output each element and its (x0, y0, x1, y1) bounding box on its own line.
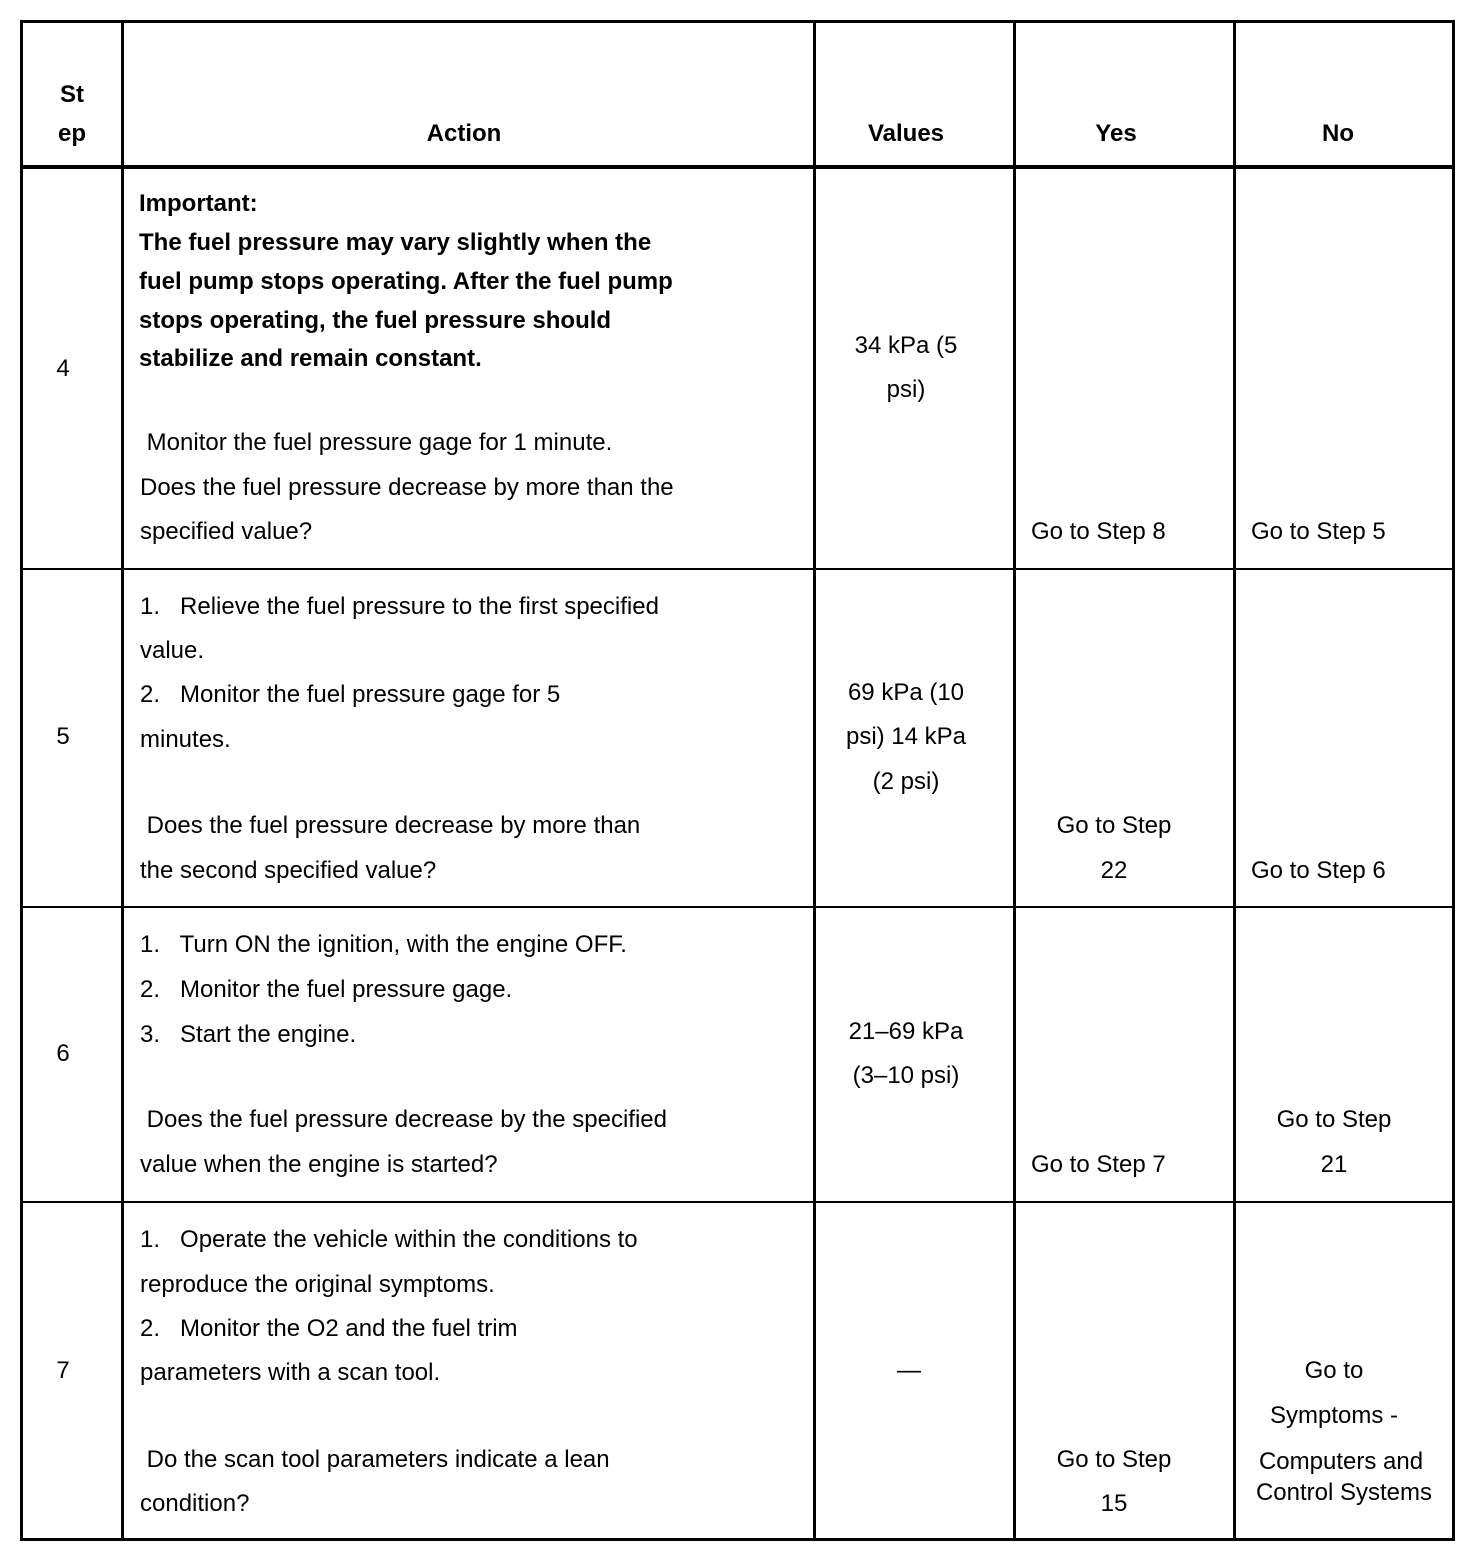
action-line: 2. Monitor the fuel pressure gage. (140, 976, 513, 1003)
action-line: 1. Turn ON the ignition, with the engine OFF. (140, 931, 627, 958)
action-line: minutes. (140, 726, 231, 753)
action-line: Does the fuel pressure decrease by more than (140, 812, 641, 839)
yes-outcome: Go to Step (1056, 812, 1172, 839)
important-note-line: The fuel pressure may vary slightly when the (139, 229, 652, 256)
header-step-line1: St (60, 81, 84, 108)
important-note-line: stops operating, the fuel pressure should (139, 307, 612, 334)
table-border-bottom (20, 1538, 1455, 1541)
action-line: value when the engine is started? (140, 1151, 498, 1178)
value-line: — (897, 1357, 921, 1384)
action-line: 2. Monitor the fuel pressure gage for 5 (140, 681, 561, 708)
step-number: 7 (56, 1357, 70, 1384)
step-number: 6 (56, 1040, 70, 1067)
value-line: (3–10 psi) (852, 1062, 960, 1089)
action-line: Does the fuel pressure decrease by more than the (140, 474, 674, 501)
action-line: value. (140, 637, 205, 664)
no-outcome: Go to Step 6 (1251, 857, 1386, 884)
value-line: 21–69 kPa (848, 1018, 964, 1045)
yes-outcome: 22 (1100, 857, 1128, 884)
header-yes: Yes (1095, 120, 1137, 147)
header-bottom-rule (20, 165, 1455, 169)
important-note-line: stabilize and remain constant. (139, 345, 482, 372)
yes-outcome: Go to Step 8 (1031, 518, 1166, 545)
no-outcome: Computers and (1258, 1448, 1424, 1475)
header-no: No (1322, 120, 1354, 147)
column-divider (1233, 20, 1236, 1541)
column-divider (121, 20, 124, 1541)
row-divider (20, 568, 1455, 570)
table-border-right (1452, 20, 1455, 1541)
action-line: Does the fuel pressure decrease by the specified (140, 1106, 667, 1133)
table-border-top (20, 20, 1455, 23)
yes-outcome: Go to Step 7 (1031, 1151, 1166, 1178)
yes-outcome: Go to Step (1056, 1446, 1172, 1473)
row-divider (20, 906, 1455, 908)
action-line: specified value? (140, 518, 313, 545)
action-line: reproduce the original symptoms. (140, 1271, 495, 1298)
important-label: Important: (139, 190, 258, 217)
no-outcome: Go to Step 5 (1251, 518, 1386, 545)
no-outcome: Control Systems (1255, 1479, 1433, 1506)
no-outcome: Go to (1304, 1357, 1364, 1384)
step-number: 5 (56, 723, 70, 750)
table-border-left (20, 20, 23, 1541)
action-line: condition? (140, 1490, 250, 1517)
action-line: 1. Operate the vehicle within the conditions to (140, 1226, 638, 1253)
action-line: 2. Monitor the O2 and the fuel trim (140, 1315, 518, 1342)
header-step-line2: ep (57, 120, 86, 147)
action-line: Monitor the fuel pressure gage for 1 minute. (140, 429, 613, 456)
action-line: parameters with a scan tool. (140, 1359, 441, 1386)
action-line: Do the scan tool parameters indicate a lean (140, 1446, 610, 1473)
header-values: Values (867, 120, 945, 147)
action-line: the second specified value? (140, 857, 437, 884)
action-line: 1. Relieve the fuel pressure to the first specified (140, 593, 659, 620)
column-divider (1013, 20, 1016, 1541)
header-action: Action (426, 120, 502, 147)
no-outcome: Symptoms - (1269, 1402, 1398, 1429)
yes-outcome: 15 (1100, 1490, 1128, 1517)
important-note-line: fuel pump stops operating. After the fuel pump (139, 268, 673, 295)
value-line: 34 kPa (5 (854, 332, 958, 359)
value-line: (2 psi) (872, 768, 940, 795)
value-line: psi) (886, 376, 926, 403)
no-outcome: 21 (1320, 1151, 1348, 1178)
step-number: 4 (56, 355, 70, 382)
value-line: psi) 14 kPa (845, 723, 967, 750)
row-divider (20, 1201, 1455, 1203)
action-line: 3. Start the engine. (140, 1021, 357, 1048)
value-line: 69 kPa (10 (847, 679, 965, 706)
no-outcome: Go to Step (1276, 1106, 1392, 1133)
